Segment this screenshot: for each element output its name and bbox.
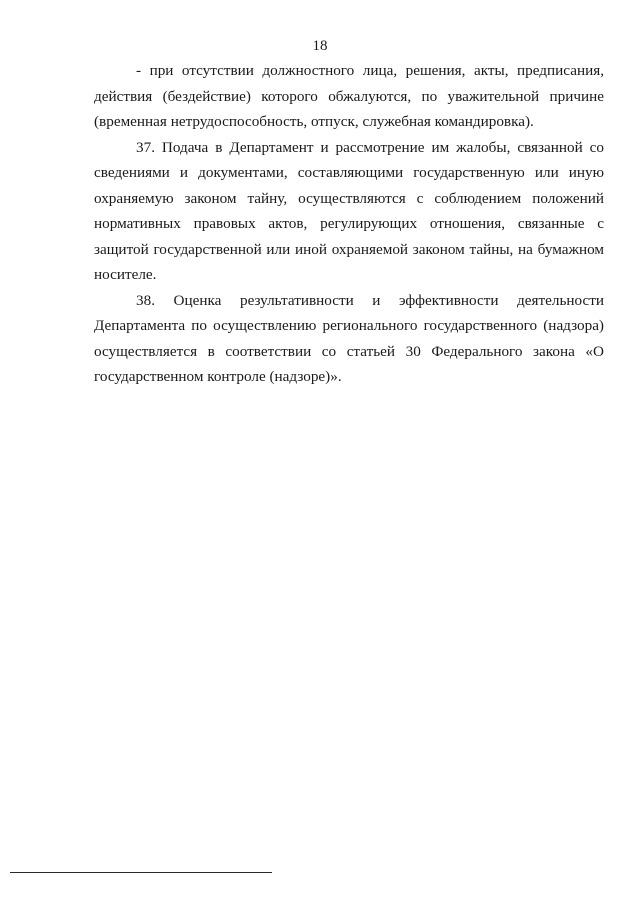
paragraph-37: 37. Подача в Департамент и рассмотрение им жалобы, связанной со сведениями и документами, составляющими государственную или иную охраняемую законом тайну, осуществляются с соблюдением положений нормативных правовых актов, регулирующих отношения, связанные с защитой государственной или иной охраняемой законом тайны, на бумажном носителе.	[94, 138, 604, 283]
paragraph-38: 38. Оценка результативности и эффективности деятельности Департамента по осуществлению регионального государственного (надзора) осуществляется в соответствии со статьей 30 Федерального закона «О государственном контроле (надзоре)».	[94, 291, 604, 385]
page-number: 18	[312, 38, 328, 54]
document-body	[94, 58, 604, 390]
paragraph-absence-reason: - при отсутствии должностного лица, решения, акты, предписания, действия (бездействие) которого обжалуются, по уважительной причине (временная нетрудоспособность, отпуск, служебная командировка).	[94, 62, 604, 130]
footer-divider	[10, 872, 272, 873]
